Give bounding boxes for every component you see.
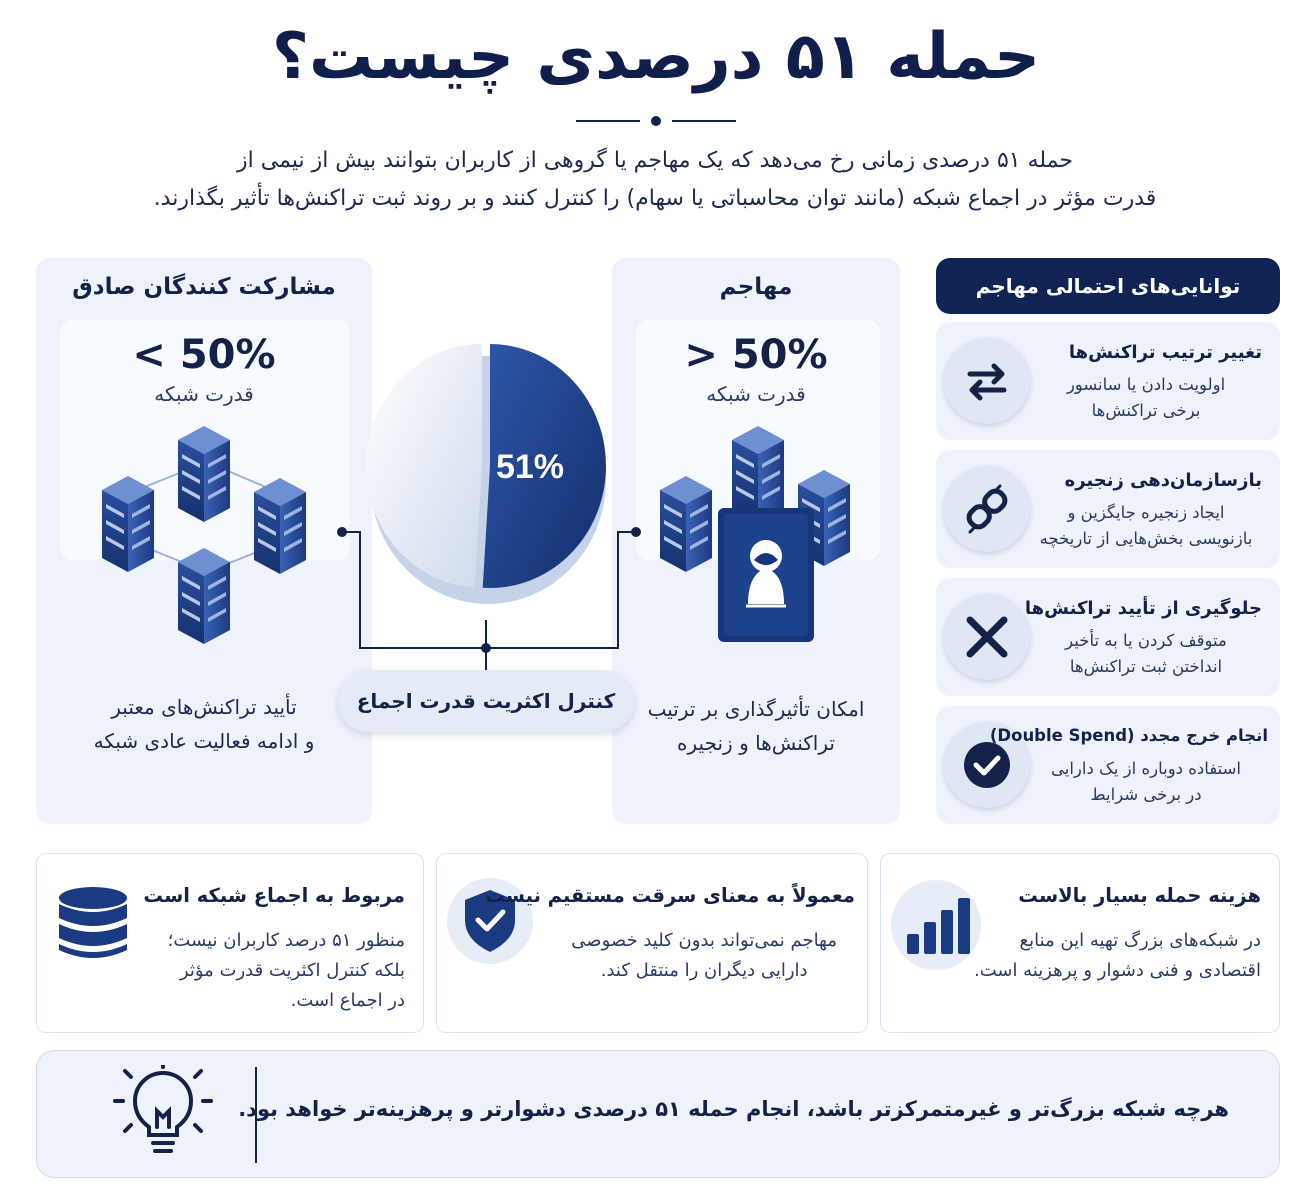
intro-text — [60, 142, 1250, 218]
ability-desc-line-1: اولویت دادن یا سانسور — [1066, 375, 1226, 394]
footer-text: هرچه شبکه بزرگ‌تر و غیرمتمرکزتر باشد، انجام حمله ۵۱ درصدی دشوارتر و پرهزینه‌تر خواهد بود. — [238, 1097, 1229, 1121]
note-description — [974, 926, 1261, 986]
ability-desc-line-1: استفاده دوباره از یک دارایی — [1050, 759, 1242, 778]
consensus-control-label: کنترل اکثریت قدرت اجماع — [338, 670, 634, 732]
ability-description — [1030, 372, 1262, 424]
abilities-header: توانایی‌های احتمالی مهاجم — [936, 258, 1280, 314]
ability-desc-line-2: برخی تراکنش‌ها — [1091, 401, 1201, 420]
ability-desc-line-2: در برخی شرایط — [1090, 785, 1202, 804]
note-title: مربوط به اجماع شبکه است — [143, 884, 405, 907]
ability-card-double-spend — [936, 706, 1280, 824]
note-description — [571, 926, 837, 986]
attacker-panel — [612, 258, 900, 824]
lightbulb-icon — [113, 1065, 213, 1165]
title-divider — [576, 113, 736, 129]
attacker-description — [612, 692, 900, 760]
note-desc-line-3: در اجماع است. — [290, 990, 405, 1011]
ability-desc-line-2: بازنویسی بخش‌هایی از تاریخچه — [1039, 529, 1253, 548]
honest-panel-title: مشارکت کنندگان صادق — [72, 274, 336, 300]
ability-description — [1030, 756, 1262, 808]
attacker-servers-icon — [648, 424, 888, 654]
ability-description — [1030, 500, 1262, 552]
honest-share-label: قدرت شبکه — [154, 382, 254, 406]
ability-card-reorder — [936, 322, 1280, 440]
ability-title: بازسازمان‌دهی زنجیره — [1064, 470, 1262, 491]
database-icon — [53, 884, 133, 964]
attacker-share-value: > 50% — [684, 332, 828, 378]
arrows-swap-icon — [944, 338, 1030, 424]
page-title: حمله ۵۱ درصدی چیست؟ — [271, 20, 1041, 94]
ability-card-block — [936, 578, 1280, 696]
ability-card-reorg — [936, 450, 1280, 568]
pie-label: 51% — [495, 448, 565, 486]
attacker-desc-line-2: تراکنش‌ها و زنجیره — [677, 731, 835, 755]
note-title: معمولاً به معنای سرقت مستقیم نیست — [485, 884, 855, 907]
ability-desc-line-1: متوقف کردن یا به تأخیر — [1065, 631, 1227, 650]
attacker-share-label: قدرت شبکه — [706, 382, 806, 406]
note-card-consensus — [36, 853, 424, 1033]
honest-servers-icon — [62, 422, 352, 652]
ability-title: تغییر ترتیب تراکنش‌ها — [1068, 342, 1262, 363]
ability-title: انجام خرج مجدد (Double Spend) — [989, 726, 1268, 745]
honest-desc-line-1: تأیید تراکنش‌های معتبر — [111, 695, 297, 719]
intro-line-2: قدرت مؤثر در اجماع شبکه (مانند توان محاسباتی یا سهام) را کنترل کنند و بر روند ثبت تراکنش‌ها تأثیر بگذارند. — [153, 186, 1157, 211]
note-desc-line-1: در شبکه‌های بزرگ تهیه این منابع — [1019, 930, 1261, 951]
footer-banner — [36, 1050, 1280, 1178]
honest-description — [36, 690, 372, 758]
note-title: هزینه حمله بسیار بالاست — [1018, 884, 1261, 907]
connector-lines — [330, 520, 650, 680]
x-mark-icon — [944, 594, 1030, 680]
ability-title: جلوگیری از تأیید تراکنش‌ها — [1024, 598, 1262, 619]
note-description — [168, 926, 405, 1016]
honest-panel — [36, 258, 372, 824]
broken-chain-icon — [944, 466, 1030, 552]
note-card-cost — [880, 853, 1280, 1033]
ability-desc-line-2: انداختن ثبت تراکنش‌ها — [1069, 657, 1223, 676]
note-desc-line-2: بلکه کنترل اکثریت قدرت مؤثر — [179, 960, 405, 981]
ability-description — [1030, 628, 1262, 680]
honest-share-value: < 50% — [132, 332, 276, 378]
note-desc-line-1: مهاجم نمی‌تواند بدون کلید خصوصی — [571, 930, 837, 951]
honest-desc-line-2: و ادامه فعالیت عادی شبکه — [93, 729, 315, 753]
bar-chart-icon — [889, 878, 983, 972]
ability-desc-line-1: ایجاد زنجیره جایگزین و — [1067, 503, 1225, 522]
attacker-desc-line-1: امکان تأثیرگذاری بر ترتیب — [647, 697, 865, 721]
attacker-panel-title: مهاجم — [719, 274, 793, 300]
note-desc-line-2: اقتصادی و فنی دشوار و پرهزینه است. — [973, 960, 1261, 981]
intro-line-1: حمله ۵۱ درصدی زمانی رخ می‌دهد که یک مهاجم یا گروهی از کاربران بتوانند بیش از نیمی از — [237, 148, 1073, 173]
note-desc-line-1: منظور ۵۱ درصد کاربران نیست؛ — [167, 930, 405, 951]
note-card-theft — [436, 853, 868, 1033]
note-desc-line-2: دارایی دیگران را منتقل کند. — [600, 960, 808, 981]
